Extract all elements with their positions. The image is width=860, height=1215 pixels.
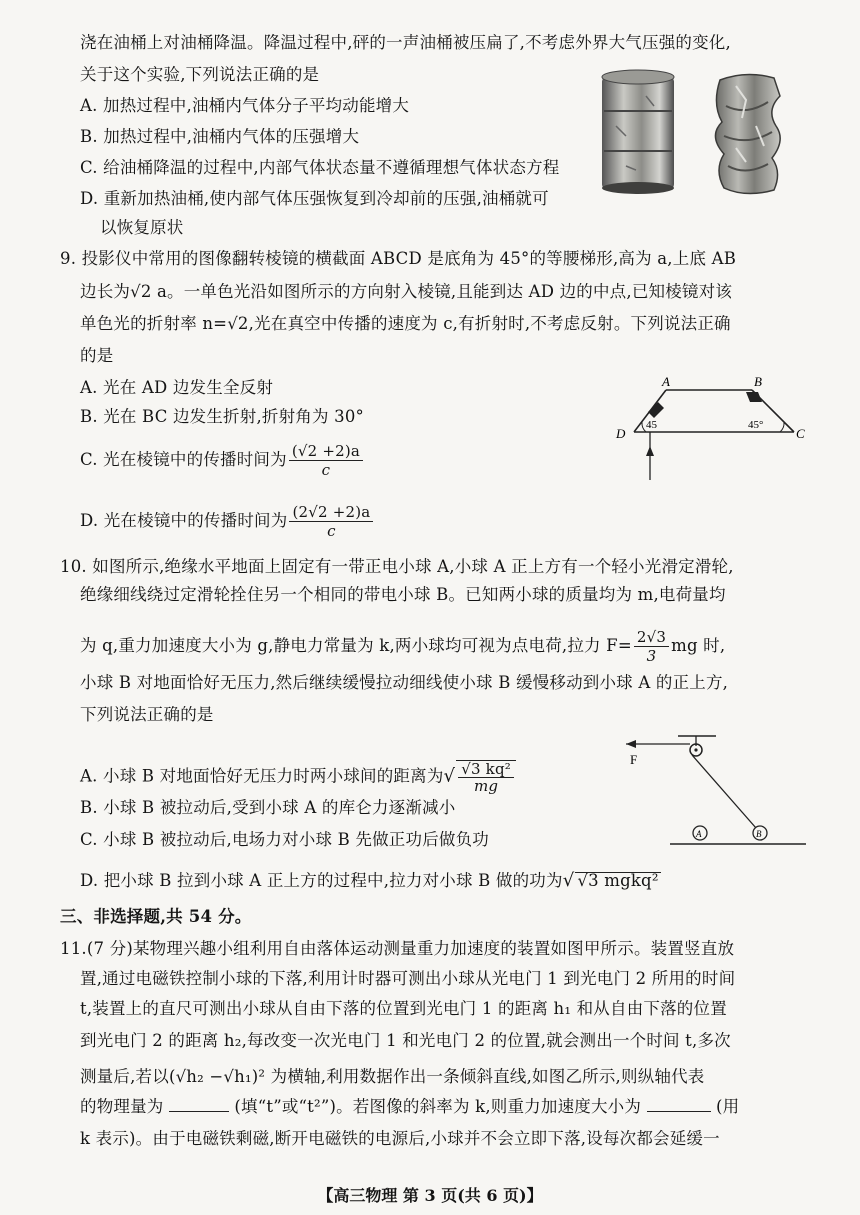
q10-option-a — [80, 760, 518, 794]
q11-line6-a: 的物理量为 — [80, 1097, 164, 1116]
vertex-a: A — [662, 374, 670, 389]
q9-option-c-fraction — [289, 442, 363, 479]
sqrt-icon: √ — [562, 870, 575, 891]
q11-line6 — [80, 1096, 739, 1118]
q9-option-d-fraction — [289, 503, 373, 540]
q10-force-fraction — [634, 628, 669, 665]
intact-drum-image — [602, 70, 674, 194]
q10-option-c: C. 小球 B 被拉动后,电场力对小球 B 先做正功后做负功 — [80, 830, 490, 849]
q8-line2: 关于这个实验,下列说法正确的是 — [80, 65, 320, 84]
q11-line6-b: (填“t”或“t²”)。若图像的斜率为 k,则重力加速度大小为 — [234, 1097, 642, 1116]
q8-option-a: A. 加热过程中,油桶内气体分子平均动能增大 — [80, 96, 410, 115]
q10-line3 — [80, 628, 725, 665]
q10-line1: 10. 如图所示,绝缘水平地面上固定有一带正电小球 A,小球 A 正上方有一个轻小光滑定滑轮, — [60, 557, 734, 576]
q8-option-b: B. 加热过程中,油桶内气体的压强增大 — [80, 127, 360, 146]
q8-option-d: D. 重新加热油桶,使内部气体压强恢复到冷却前的压强,油桶就可 — [80, 189, 549, 208]
q11-line1: 11.(7 分)某物理兴趣小组利用自由落体运动测量重力加速度的装置如图甲所示。装置竖直放 — [60, 939, 735, 958]
force-arrow-icon — [626, 740, 636, 748]
crushed-drum-image — [715, 74, 780, 193]
q10-option-d-text: D. 把小球 B 拉到小球 A 正上方的过程中,拉力对小球 B 做的功为 — [80, 871, 563, 890]
oil-drum-photos — [596, 66, 806, 198]
q11-line5: 测量后,若以(√h₂ −√h₁)² 为横轴,利用数据作出一条倾斜直线,如图乙所示,则纵轴代表 — [80, 1067, 705, 1086]
q9-line2: 边长为√2 a。一单色光沿如图所示的方向射入棱镜,且能到达 AD 边的中点,已知棱镜对该 — [80, 282, 733, 301]
force-label: F — [630, 752, 638, 767]
angle-label-c: 45° — [748, 419, 764, 431]
prism-light-mark-right — [746, 392, 762, 402]
vertex-c: C — [796, 426, 805, 441]
q9-option-c-numerator: (√2 +2)a — [289, 442, 363, 461]
page-footer: 【高三物理 第 3 页(共 6 页)】 — [317, 1186, 543, 1205]
q10-force-numerator: 2√3 — [634, 628, 669, 647]
q9-option-b: B. 光在 BC 边发生折射,折射角为 30° — [80, 407, 364, 426]
prism-light-mark-left — [648, 402, 664, 418]
sqrt-icon: √ — [443, 765, 456, 787]
section-3-heading: 三、非选择题,共 54 分。 — [60, 907, 252, 926]
q10-option-a-denominator: mg — [473, 777, 499, 795]
answer-blank-2[interactable] — [647, 1097, 711, 1112]
ray-arrow-icon — [646, 446, 654, 456]
q10-line3-text: 为 q,重力加速度大小为 g,静电力常量为 k,两小球均可视为点电荷,拉力 F= — [80, 636, 632, 655]
answer-blank-1[interactable] — [169, 1097, 229, 1112]
q10-line2: 绝缘细线绕过定滑轮拴住另一个相同的带电小球 B。已知两小球的质量均为 m,电荷量均 — [80, 585, 726, 604]
q9-line4: 的是 — [80, 346, 114, 365]
q9-option-d-text: D. 光在棱镜中的传播时间为 — [80, 511, 288, 530]
q9-option-d — [80, 503, 375, 540]
q11-line7: k 表示)。由于电磁铁剩磁,断开电磁铁的电源后,小球并不会立即下落,设每次都会延缓一 — [80, 1129, 720, 1148]
q8-option-c: C. 给油桶降温的过程中,内部气体状态量不遵循理想气体状态方程 — [80, 158, 560, 177]
q10-line3-suffix: mg 时, — [671, 636, 726, 655]
q9-option-d-numerator: (2√2 +2)a — [289, 503, 373, 522]
q10-option-b: B. 小球 B 被拉动后,受到小球 A 的库仑力逐渐减小 — [80, 798, 456, 817]
q9-option-a: A. 光在 AD 边发生全反射 — [80, 378, 274, 397]
q11-line3: t,装置上的直尺可测出小球从自由下落的位置到光电门 1 的距离 h₁ 和从自由下落的位置 — [80, 999, 727, 1018]
q10-option-d — [80, 870, 661, 892]
q10-force-denominator: 3 — [646, 647, 657, 665]
q10-option-a-numerator: √3 kq² — [458, 761, 514, 778]
prism-diagram — [608, 372, 808, 484]
q10-option-a-text: A. 小球 B 对地面恰好无压力时两小球间的距离为 — [80, 766, 444, 786]
string-to-ball-b — [692, 755, 756, 828]
q10-line4: 小球 B 对地面恰好无压力,然后继续缓慢拉动细线使小球 B 缓慢移动到小球 A 的正上方, — [80, 673, 729, 692]
q8-option-d-cont: 以恢复原状 — [100, 218, 184, 237]
vertex-b: B — [754, 374, 762, 389]
q10-option-a-fraction — [456, 760, 516, 794]
pulley-diagram — [610, 728, 810, 852]
q10-line5: 下列说法正确的是 — [80, 705, 214, 724]
q8-line1: 浇在油桶上对油桶降温。降温过程中,砰的一声油桶被压扁了,不考虑外界大气压强的变化, — [80, 33, 731, 52]
q9-option-c-text: C. 光在棱镜中的传播时间为 — [80, 450, 287, 469]
angle-arc-c — [780, 422, 784, 432]
ball-b-label: B — [756, 829, 762, 839]
q9-option-d-denominator: c — [327, 522, 336, 540]
ball-a-label: A — [696, 829, 702, 839]
vertex-d: D — [616, 426, 626, 441]
q11-line2: 置,通过电磁铁控制小球的下落,利用计时器可测出小球从光电门 1 到光电门 2 所用的时间 — [80, 969, 736, 988]
q10-option-d-radicand: √3 mgkq² — [577, 871, 659, 890]
q9-option-c — [80, 442, 365, 479]
angle-label-d: 45 — [646, 419, 657, 431]
q11-line4: 到光电门 2 的距离 h₂,每改变一次光电门 1 和光电门 2 的位置,就会测出一个时间 t,多次 — [80, 1031, 731, 1050]
q9-line1: 9. 投影仪中常用的图像翻转棱镜的横截面 ABCD 是底角为 45°的等腰梯形,高为 a,上底 AB — [60, 249, 737, 268]
q11-line6-c: (用 — [716, 1097, 740, 1116]
q9-line3: 单色光的折射率 n=√2,光在真空中传播的速度为 c,有折射时,不考虑反射。下列说法正确 — [80, 314, 731, 333]
q9-option-c-denominator: c — [321, 461, 331, 479]
